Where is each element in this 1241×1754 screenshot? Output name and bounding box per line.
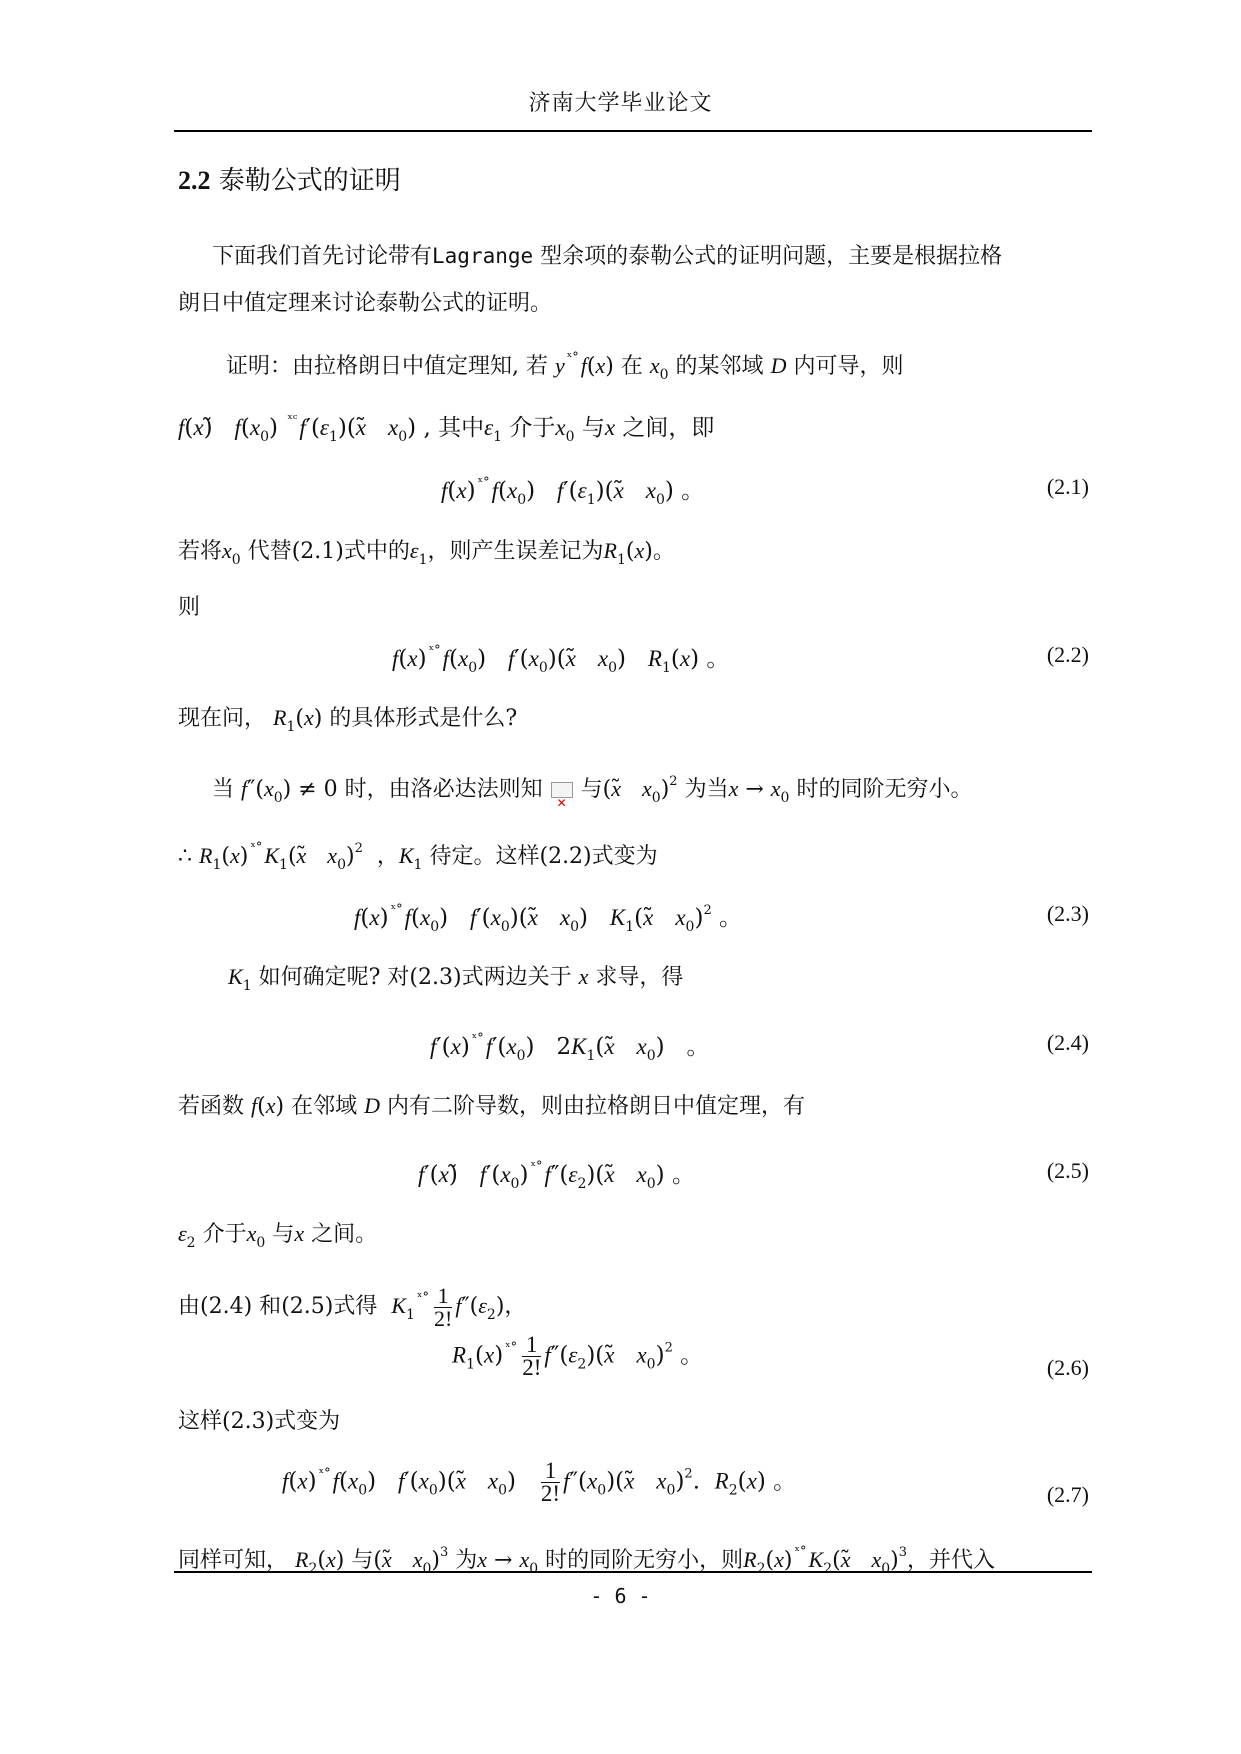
epsilon2-line: $\varepsilon_2$ 介于$x_0$ 与x 之间。 — [178, 1221, 378, 1251]
equation-2-1: f(x) $^{ˣ^\circ}f(x_0)$ $f'(\varepsilon_1)(x̃$ $x_0$) 。 — [441, 475, 705, 508]
second-derivative-line: 若函数 f(x) 在邻域 D 内有二阶导数，则由拉格朗日中值定理，有 — [178, 1093, 805, 1119]
equation-2-3: f(x) $^{ˣ^\circ}f(x_0)$ $f'(x_0)(x̃$ $x_0$) $K_1(x̃$ $x_0)^2$ 。 — [354, 902, 743, 935]
then-word: 则 — [178, 595, 201, 620]
section-heading — [178, 160, 401, 197]
equation-number: (2.4) — [1046, 1030, 1089, 1055]
intro-line-2: 朗日中值定理来讨论泰勒公式的证明。 — [178, 291, 553, 316]
section-number: 2.2 — [178, 166, 211, 195]
fraction-one-over-two-factorial: $\frac{1}{2!}$ — [433, 1282, 453, 1331]
equation-2-5: f′(x)̃ $f'(x_0)$ $^{ˣ^\circ}f''(\varepsilon_2)(x̃$ $x_0$) 。 — [418, 1159, 695, 1192]
mvt-line: f(x)̃ $f(x_0)$ $^{ˣᶜ}f'(\varepsilon_1)(x̃$ $x_0$) , 其中$\varepsilon_1$ 介于$x_0$ 与x 之间，即 — [178, 412, 715, 445]
fraction-one-over-two-factorial: $\frac{1}{2!}$ — [522, 1332, 542, 1380]
broken-image-icon — [551, 782, 573, 798]
footer-rule — [174, 1571, 1092, 1573]
header-rule — [174, 130, 1092, 132]
k1-result-line: 由(2.4) 和(2.5)式得 $K_1^{ˣ^\circ}$ $\frac{1}{2!}$ $f''(\varepsilon_2)$， — [178, 1282, 527, 1331]
equation-2-7: f(x) $^{ˣ^\circ}f(x_0)$ $f'(x_0)(x̃$ $x_0$) $\frac{1}{2!}$ $f''(x_0)(x̃$ $x_0)^2$. $R_2(x)$ 。 — [282, 1458, 797, 1506]
intro-line-1: 下面我们首先讨论带有Lagrange 型余项的泰勒公式的证明问题，主要是根据拉格 — [212, 244, 1003, 269]
equation-2-4: f′(x) $^{ˣ^\circ}f'(x_0)$ $2K_1(x̃$ $x_0$) 。 — [430, 1031, 710, 1064]
replace-line: 若将$x_0$ 代替(2.1)式中的$\varepsilon_1$，则产生误差记为$R_1(x)$。 — [178, 538, 675, 568]
thus-line: 这样(2.3)式变为 — [178, 1409, 341, 1434]
question-line: 现在问， $R_1(x)$ 的具体形式是什么? — [178, 705, 518, 735]
equation-number: (2.6) — [1046, 1355, 1089, 1380]
page-number: - 6 - — [590, 1584, 651, 1608]
equation-number: (2.5) — [1046, 1158, 1089, 1183]
section-title: 泰勒公式的证明 — [218, 166, 401, 196]
equation-number: (2.7) — [1046, 1482, 1089, 1507]
equation-number: (2.3) — [1046, 901, 1089, 926]
proof-line: 证明：由拉格朗日中值定理知, 若 y $^{ˣ^\circ}$f(x) 在 $x_0$ 的某邻域 D 内可导，则 — [226, 350, 904, 383]
equation-2-6: $R_1(x)$ $^{ˣ^\circ}$ $\frac{1}{2!}$ $f''(\varepsilon_2)(x̃$ $x_0)^2$ 。 — [452, 1332, 704, 1380]
same-way-line: 同样可知， $R_2(x)$ 与(x̃ $x_0)^3$ 为$x \to x_0$ 时的同阶无穷小，则$R_2(x)$ $^{ˣ^\circ}K_2(x̃$ $x_0)^3$，并代入 — [178, 1544, 996, 1577]
equation-number: (2.1) — [1046, 474, 1089, 499]
k1-question-line: $K_1$ 如何确定呢? 对(2.3)式两边关于 x 求导，得 — [228, 964, 684, 994]
therefore-line: ∴ $R_1(x)$ $^{ˣ^\circ}K_1(x̃$ $x_0)^2$ ，$K_1$ 待定。这样(2.2)式变为 — [178, 840, 658, 873]
equation-2-2: f(x) $^{ˣ^\circ}f(x_0)$ $f'(x_0)(x̃$ $x_0$) $R_1(x)$ 。 — [392, 643, 730, 676]
equation-number: (2.2) — [1046, 642, 1089, 667]
page-header: 济南大学毕业论文 — [528, 91, 713, 116]
lhopital-line: 当 $f''(x_0) \ne 0$ 时，由洛必达法则知✕ 与(x̃ $x_0)^2$ 为当$x \to x_0$ 时的同阶无穷小。 — [212, 760, 972, 820]
fraction-one-over-two-factorial: $\frac{1}{2!}$ — [540, 1458, 561, 1506]
